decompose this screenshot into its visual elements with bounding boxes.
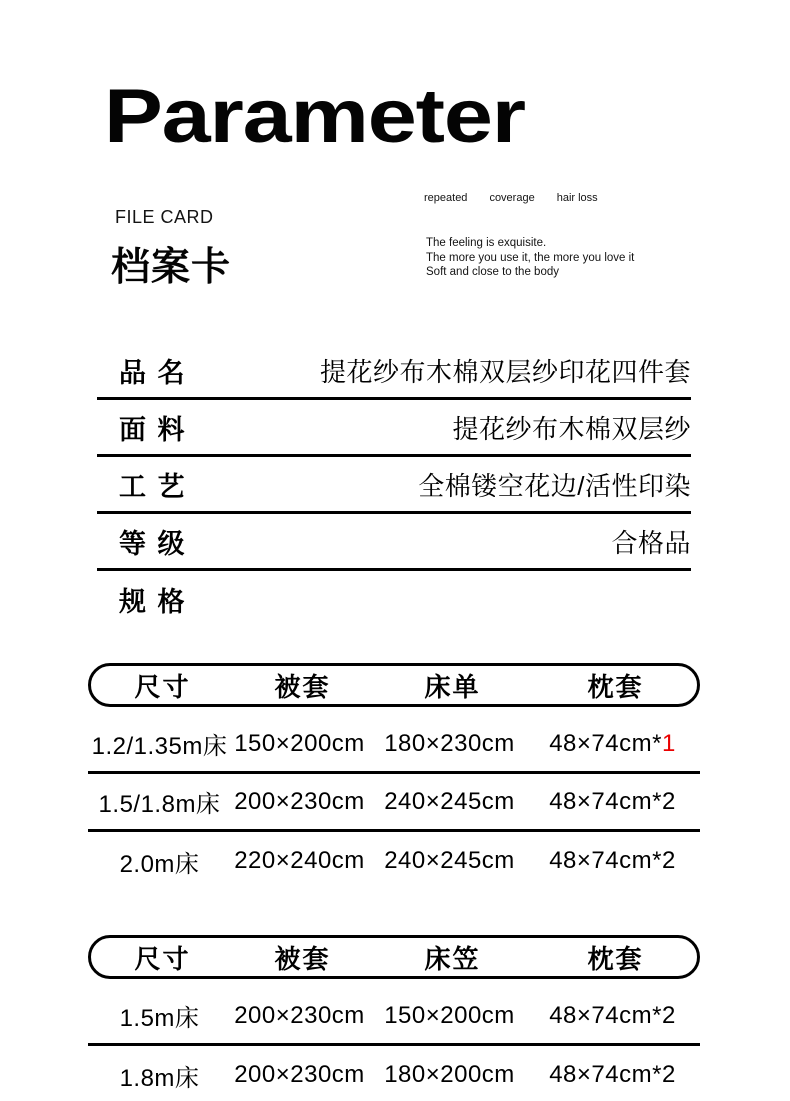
sheet-cell: 240×245cm: [384, 847, 515, 874]
spec-label: 规 格: [119, 587, 187, 617]
feature-keyword: repeated: [424, 192, 468, 204]
col-header-pillow: 枕套: [587, 943, 644, 974]
spec-label: 工 艺: [119, 471, 187, 502]
spec-label: 品 名: [119, 357, 187, 388]
col-header-duvet: 被套: [274, 671, 331, 702]
bed-size-cell: 1.2/1.35m床: [91, 733, 228, 760]
size-table-header-pill: [88, 935, 700, 979]
spec-row-fabric: [97, 400, 691, 457]
spec-row-grade: [97, 514, 691, 571]
duvet-cell: 200×230cm: [234, 787, 365, 815]
size-table-fitted-set: [88, 935, 700, 1101]
pillow-qty: 2: [661, 1001, 676, 1029]
pillow-size: 48×74cm*: [549, 847, 662, 874]
sheet-cell: 240×245cm: [384, 787, 515, 815]
pillow-size: 48×74cm*: [549, 787, 662, 815]
size-table-row: [88, 774, 700, 832]
bed-size-cell: 2.0m床: [119, 850, 200, 878]
pillow-cell: [531, 1002, 694, 1030]
feature-tagline: [426, 236, 634, 280]
size-table-rows: [88, 716, 700, 890]
pillow-cell: [531, 847, 694, 875]
pillow-cell: [531, 788, 694, 816]
col-header-pillow: 枕套: [587, 671, 644, 702]
tagline-line: Soft and close to the body: [426, 266, 559, 278]
pillow-cell: [531, 730, 694, 758]
pillow-qty: 2: [661, 787, 676, 815]
size-table-row: [88, 988, 700, 1046]
bed-size-cell: 1.5m床: [119, 1005, 200, 1032]
tagline-line: The more you use it, the more you love it: [426, 251, 635, 264]
file-card-title-zh: 档案卡: [111, 246, 232, 289]
pillow-qty: 2: [661, 847, 676, 874]
pillow-cell: [531, 1061, 694, 1089]
file-card-label-en: FILE CARD: [115, 207, 214, 227]
duvet-cell: 200×230cm: [234, 1061, 365, 1088]
spec-label: 面 料: [119, 414, 187, 445]
page-title: Parameter: [104, 74, 525, 159]
col-header-sheet: 床单: [424, 671, 481, 702]
feature-keywords: [424, 192, 598, 204]
col-header-duvet: 被套: [274, 943, 331, 974]
spec-row-craft: [97, 457, 691, 514]
spec-value: 提花纱布木棉双层纱: [452, 413, 691, 444]
sheet-cell: 180×230cm: [384, 729, 515, 757]
feature-keyword: coverage: [489, 192, 535, 204]
pillow-qty: 1: [661, 729, 676, 757]
tagline-line: The feeling is exquisite.: [426, 237, 547, 249]
col-header-size: 尺寸: [134, 943, 191, 974]
size-table-rows: [88, 988, 700, 1101]
pillow-qty: 2: [661, 1061, 676, 1088]
spec-row-specification: [97, 571, 691, 628]
spec-label: 等 级: [119, 528, 187, 559]
fitted-sheet-cell: 150×200cm: [384, 1001, 515, 1029]
spec-value: 提花纱布木棉双层纱印花四件套: [319, 356, 691, 387]
col-header-fitted-sheet: 床笠: [424, 943, 481, 974]
duvet-cell: 220×240cm: [234, 847, 365, 874]
feature-keyword: hair loss: [556, 192, 598, 204]
bed-size-cell: 1.8m床: [119, 1064, 200, 1092]
col-header-size: 尺寸: [134, 671, 191, 702]
pillow-size: 48×74cm*: [549, 1061, 662, 1088]
spec-list: [97, 343, 691, 628]
size-table-row: [88, 716, 700, 774]
size-table-row: [88, 832, 700, 890]
fitted-sheet-cell: 180×200cm: [384, 1061, 515, 1088]
size-table-sheet-set: [88, 663, 700, 890]
bed-size-cell: 1.5/1.8m床: [98, 791, 221, 818]
pillow-size: 48×74cm*: [549, 1001, 662, 1029]
spec-row-product-name: [97, 343, 691, 400]
duvet-cell: 150×200cm: [234, 729, 365, 757]
duvet-cell: 200×230cm: [234, 1001, 365, 1029]
spec-value: 合格品: [611, 527, 691, 558]
spec-value: 全棉镂空花边/活性印染: [418, 470, 691, 501]
pillow-size: 48×74cm*: [549, 729, 662, 757]
size-table-row: [88, 1046, 700, 1101]
size-table-header-pill: [88, 663, 700, 707]
